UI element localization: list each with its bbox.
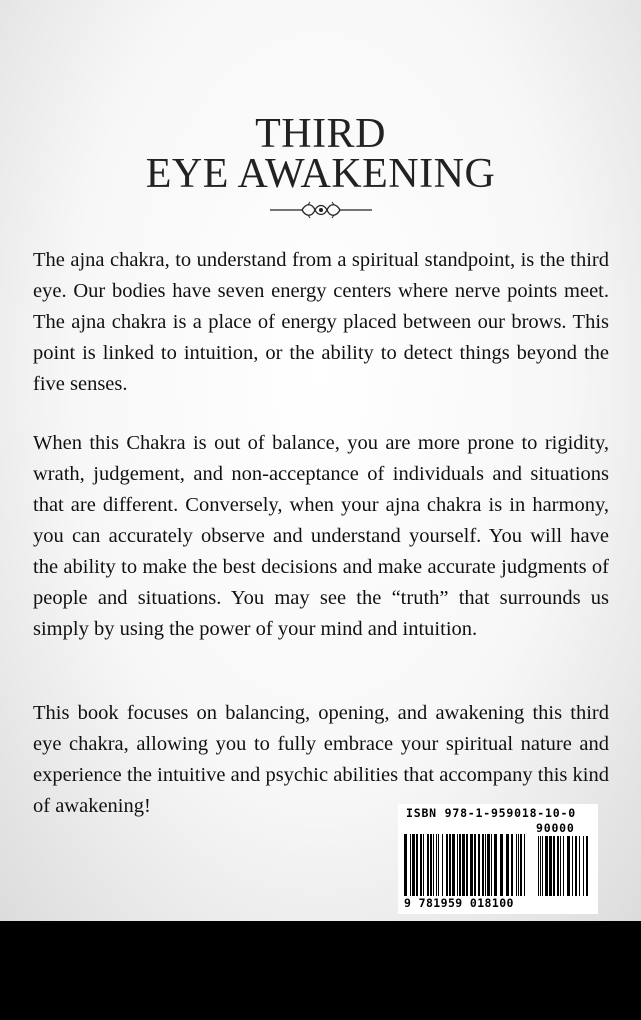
ornament-divider-icon <box>270 200 372 220</box>
barcode-bar <box>416 834 418 896</box>
barcode-bar <box>549 836 552 896</box>
barcode-bar <box>567 836 570 896</box>
barcode-bar <box>466 834 468 896</box>
barcode-digits: 9 781959 018100 <box>404 896 514 910</box>
barcode-bar <box>478 834 480 896</box>
barcode-bar <box>438 834 439 896</box>
barcode-bar <box>516 834 517 896</box>
barcode-bar <box>420 834 422 896</box>
barcode-bar <box>482 834 484 896</box>
title-line-1: THIRD <box>255 111 386 157</box>
barcode-bar <box>427 834 429 896</box>
barcode-bar <box>442 834 443 896</box>
barcode-bar <box>423 834 424 896</box>
barcode-bar <box>524 834 525 896</box>
barcode-bar <box>545 836 548 896</box>
barcode-bar <box>433 834 434 896</box>
barcode-bar <box>540 836 541 896</box>
barcode-bar <box>518 834 519 896</box>
barcode-bar <box>459 834 461 896</box>
bottom-band <box>0 921 641 1020</box>
barcode-bar <box>412 834 415 896</box>
barcode-bar <box>404 834 407 896</box>
price-code: 90000 <box>536 821 575 835</box>
barcode-bar <box>572 836 573 896</box>
barcode-bar <box>557 836 559 896</box>
barcode-bar <box>410 834 411 896</box>
barcode-bar <box>494 834 497 896</box>
barcode-bar <box>586 836 588 896</box>
description-paragraph-3: This book focuses on balancing, opening, and awakening this third eye chakra, allowing you to fully embrace your spiritual nature and experience the intuitive and psychic abilities that accompany this kind of awakening! <box>33 702 609 817</box>
barcode-bar <box>563 836 564 896</box>
barcode-bar <box>452 834 455 896</box>
barcode-bar <box>446 834 448 896</box>
ean-barcode-bars <box>404 834 530 896</box>
isbn-barcode <box>398 804 598 914</box>
barcode-bar <box>491 834 492 896</box>
barcode-bar <box>511 834 513 896</box>
barcode-bar <box>579 836 580 896</box>
barcode-bar <box>430 834 432 896</box>
barcode-bar <box>553 836 555 896</box>
barcode-bar <box>520 834 522 896</box>
barcode-bar <box>583 836 584 896</box>
barcode-bar <box>474 834 476 896</box>
barcode-bar <box>542 836 543 896</box>
barcode-bar <box>470 834 473 896</box>
barcode-bar <box>538 836 539 896</box>
barcode-bar <box>506 834 509 896</box>
barcode-bar <box>449 834 451 896</box>
barcode-bar <box>457 834 458 896</box>
description-paragraph-2: When this Chakra is out of balance, you are more prone to rigidity, wrath, judgement, and non-acceptance of individuals and situations that are different. Conversely, when your ajna chakra is in harmony, you can accurately observe and understand yourself. You will have the ability to make the best decisions and make accurate judgments of people and situations. You may see the “truth” that surrounds us simply by using the power of your mind and intuition. <box>33 432 609 640</box>
barcode-bar <box>436 834 437 896</box>
barcode-bar <box>462 834 465 896</box>
barcode-bar <box>560 836 561 896</box>
title-line-2: EYE AWAKENING <box>145 151 496 197</box>
description-paragraph-1: The ajna chakra, to understand from a spiritual standpoint, is the third eye. Our bodies have seven energy centers where nerve points meet. The ajna chakra is a place of energy placed between our brows. This point is linked to intuition, or the ability to detect things beyond the five senses. <box>33 249 609 395</box>
barcode-bar <box>487 834 490 896</box>
isbn-label: ISBN 978-1-959018-10-0 <box>406 806 576 820</box>
barcode-bar <box>485 834 486 896</box>
addon-barcode-bars <box>538 836 592 896</box>
barcode-bar <box>575 836 577 896</box>
barcode-bar <box>500 834 503 896</box>
